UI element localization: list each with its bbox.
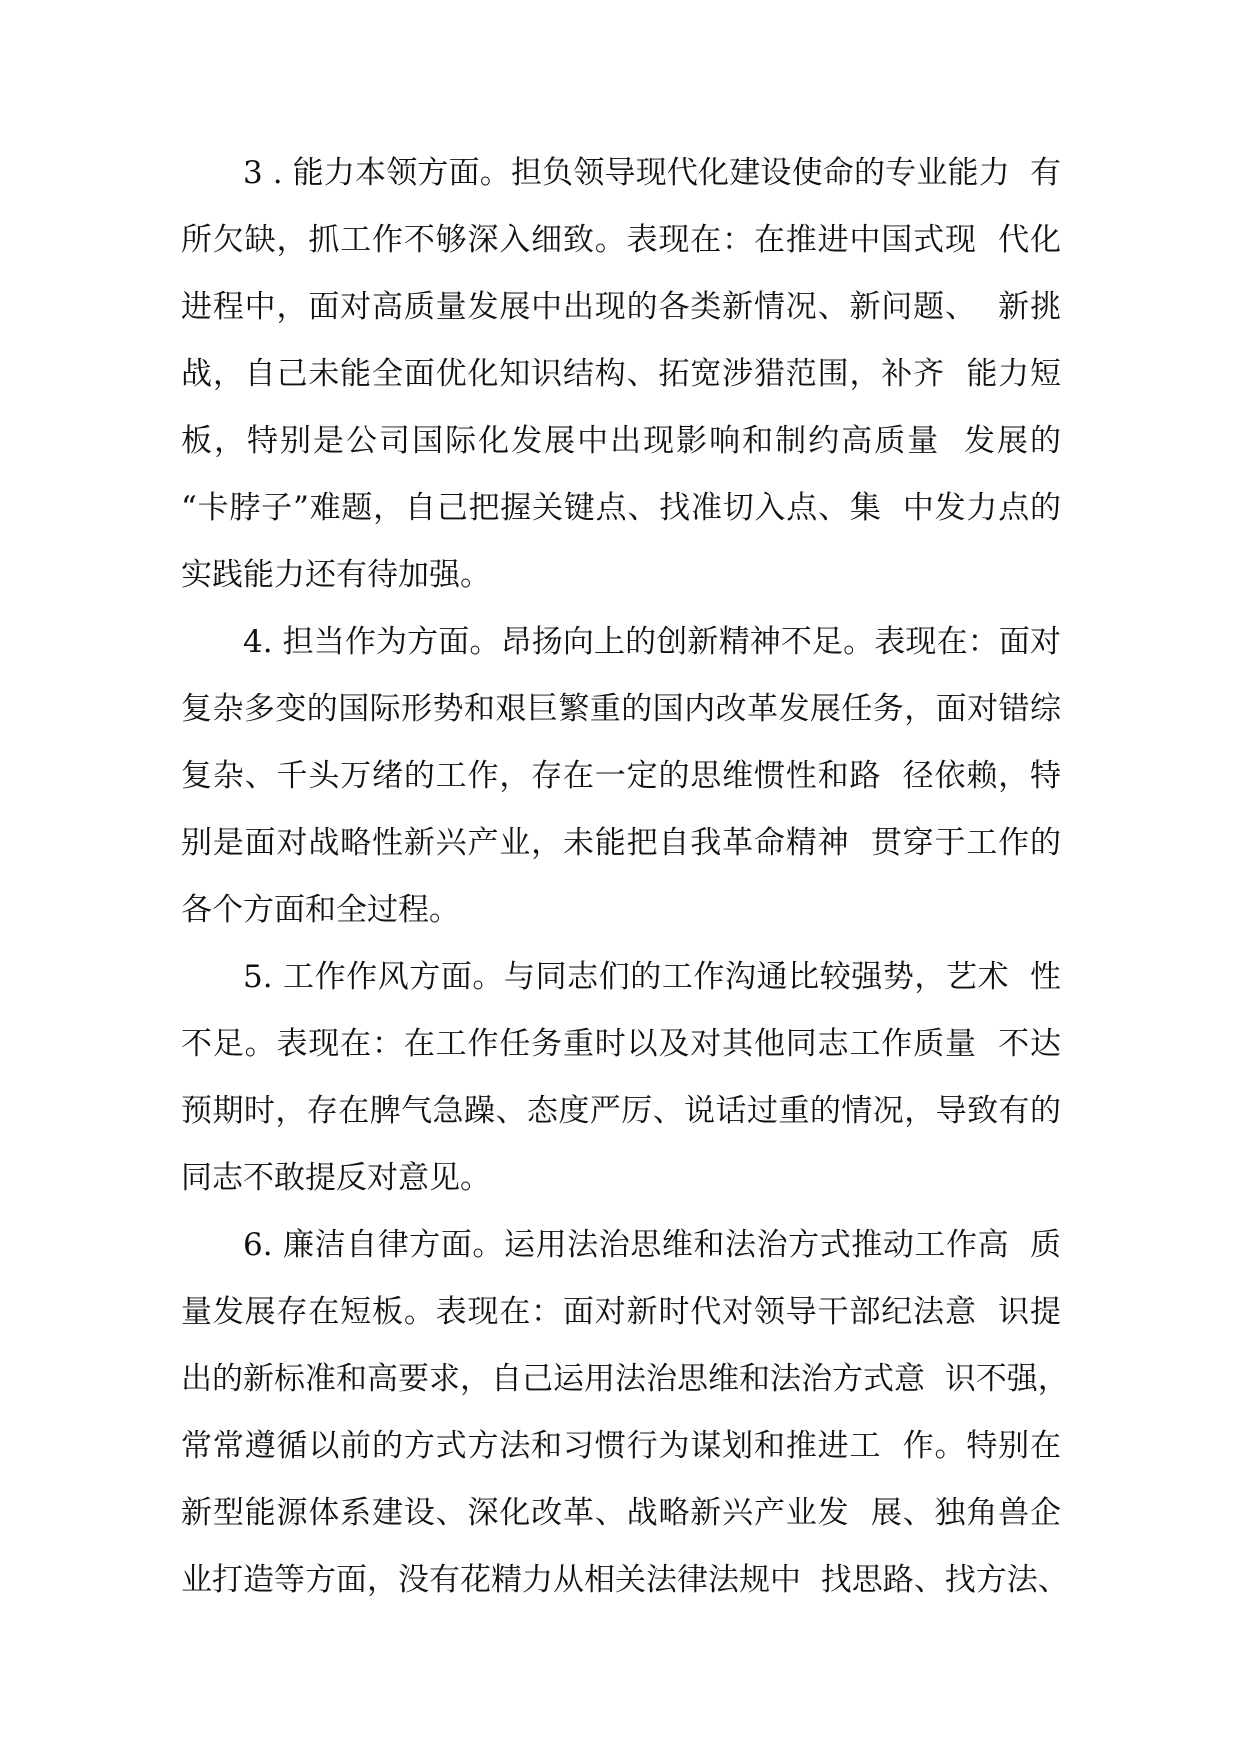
paragraph-line: 复杂、千头万绪的工作，存在一定的思维惯性和路 径依赖，特 — [181, 758, 1061, 794]
paragraph-line: 同志不敢提反对意见。 — [181, 1160, 491, 1196]
paragraph-line: 各个方面和全过程。 — [181, 892, 460, 928]
paragraph-line: 进程中，面对高质量发展中出现的各类新情况、新问题、 新挑 — [181, 289, 1061, 325]
paragraph-line: 实践能力还有待加强。 — [181, 557, 491, 593]
paragraph-line: 战，自己未能全面优化知识结构、拓宽涉猎范围，补齐 能力短 — [181, 356, 1061, 392]
paragraph-work-style — [181, 944, 1061, 1212]
paragraph-line: 6. 廉洁自律方面。运用法治思维和法治方式推动工作高 质 — [243, 1227, 1061, 1263]
document-body — [181, 140, 1069, 1614]
paragraph-line: 3 . 能力本领方面。担负领导现代化建设使命的专业能力 有 — [243, 155, 1061, 191]
paragraph-capability — [181, 140, 1061, 609]
paragraph-integrity — [181, 1212, 1069, 1614]
paragraph-line: 量发展存在短板。表现在：面对新时代对领导干部纪法意 识提 — [181, 1294, 1061, 1330]
paragraph-line: 业打造等方面，没有花精力从相关法律法规中 找思路、找方法、 — [181, 1562, 1069, 1598]
paragraph-line: 不足。表现在：在工作任务重时以及对其他同志工作质量 不达 — [181, 1026, 1061, 1062]
paragraph-responsibility — [181, 609, 1061, 944]
paragraph-line: 5. 工作作风方面。与同志们的工作沟通比较强势，艺术 性 — [243, 959, 1061, 995]
paragraph-line: 复杂多变的国际形势和艰巨繁重的国内改革发展任务，面对错综 — [181, 691, 1061, 727]
paragraph-line: 板，特别是公司国际化发展中出现影响和制约高质量 发展的 — [181, 423, 1061, 459]
paragraph-line: 预期时，存在脾气急躁、态度严厉、说话过重的情况，导致有的 — [181, 1093, 1061, 1129]
paragraph-line: 4. 担当作为方面。昂扬向上的创新精神不足。表现在：面对 — [243, 624, 1061, 660]
paragraph-line: “卡脖子”难题，自己把握关键点、找准切入点、集 中发力点的 — [181, 490, 1061, 526]
paragraph-line: 别是面对战略性新兴产业，未能把自我革命精神 贯穿于工作的 — [181, 825, 1061, 861]
paragraph-line: 所欠缺，抓工作不够深入细致。表现在：在推进中国式现 代化 — [181, 222, 1061, 258]
paragraph-line: 新型能源体系建设、深化改革、战略新兴产业发 展、独角兽企 — [181, 1495, 1061, 1531]
paragraph-line: 常常遵循以前的方式方法和习惯行为谋划和推进工 作。特别在 — [181, 1428, 1061, 1464]
paragraph-line: 出的新标准和高要求，自己运用法治思维和法治方式意 识不强， — [181, 1361, 1069, 1397]
